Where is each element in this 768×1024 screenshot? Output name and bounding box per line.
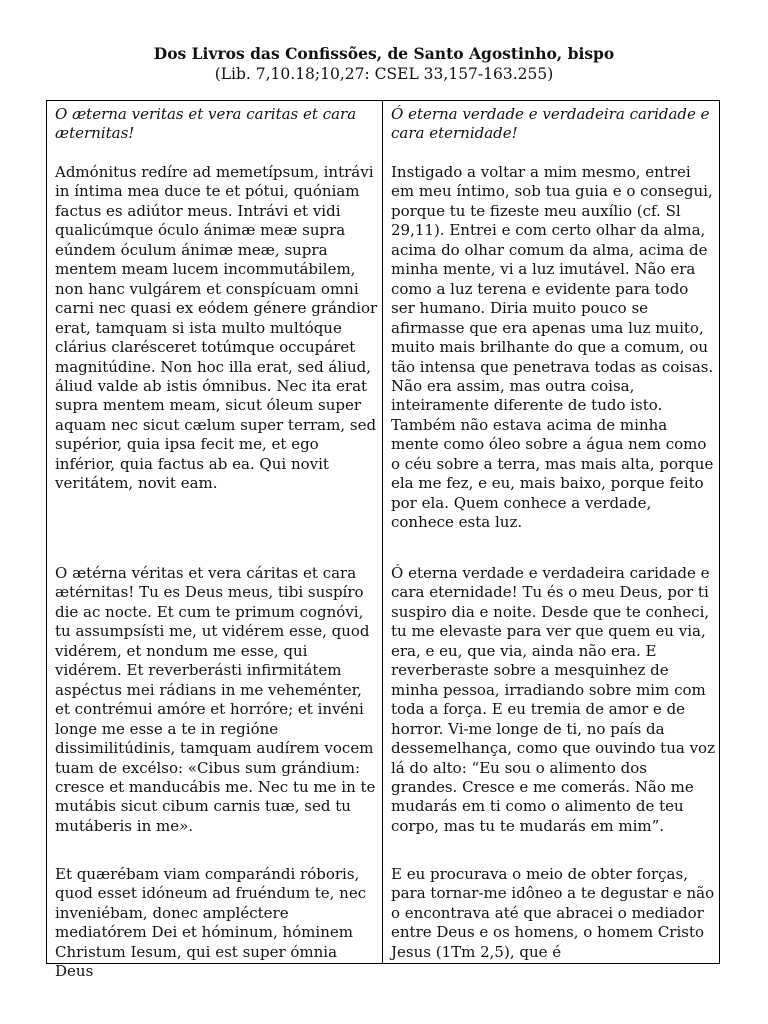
portuguese-paragraph-1: Instigado a voltar a mim mesmo, entrei em meu íntimo, sob tua guia e o consegui, porque tu te fizeste meu auxílio (cf. Sl 29,11). Entrei e com certo olhar da alma, acima do olhar comum da alma, acima de minha mente, vi a luz imutável. Não era como a luz terena e evidente para todo ser humano. Diria muito pouco se afirmasse que era apenas uma luz muito, muito mais brilhante do que a comum, ou tão intensa que penetrava todas as coisas. Não era assim, mas outra coisa, inteiramente diferente de tudo isto. Também não estava acima de minha mente como óleo sobre a água nem como o céu sobre a terra, mas mais alta, porque ela me fez, e eu, mais baixo, porque feito por ela. Quem conhece a verdade, conhece esta luz. [391,163,714,532]
document-reference: (Lib. 7,10.18;10,27: CSEL 33,157-163.255) [214,65,554,83]
portuguese-heading: Ó eterna verdade e verdadeira caridade e cara eternidade! [391,105,710,143]
latin-paragraph-1: Admónitus redíre ad memetípsum, intrávi in íntima mea duce te et pótui, quóniam factus es adiútor meus. Intrávi et vidi qualicúmque óculo ánimæ meæ supra eúndem óculum ánimæ meæ, supra mentem meam lucem incommutábilem, non hanc vulgárem et conspícuam omni carni nec quasi ex eódem génere grándior erat, tamquam si ista multo multóque clárius clarésceret totúmque occupáret magnitúdine. Non hoc illa erat, sed áliud, áliud valde ab istis ómnibus. Nec ita erat supra mentem meam, sicut óleum super aquam nec sicut cælum super terram, sed supérior, quia ipsa fecit me, et ego inférior, quia factus ab ea. Qui novit veritátem, novit eam. [55,163,378,493]
portuguese-column [383,101,719,963]
latin-heading: O æterna veritas et vera caritas et cara æternitas! [55,105,357,143]
latin-paragraph-1-block [55,163,378,494]
latin-paragraph-3: Et quærébam viam comparándi róboris, quod esset idóneum ad fruéndum te, nec inveniébam, donec ampléctere mediatórem Dei et hóminum, hóminem Christum Iesum, qui est super ómnia Deus [55,865,367,981]
latin-heading-block [55,105,378,144]
portuguese-paragraph-3: E eu procurava o meio de obter forças, para tornar-me idôneo a te degustar e não o encontrava até que abracei o mediador entre Deus e os homens, o homem Cristo Jesus (1Tm 2,5), que é [391,865,715,961]
portuguese-paragraph-2-block [391,564,715,836]
latin-column [47,101,383,981]
latin-paragraph-2: O ætérna véritas et vera cáritas et cara ætérnitas! Tu es Deus meus, tibi suspíro die ac nocte. Et cum te primum cognóvi, tu assumpsísti me, ut vidérem esse, quod vidérem, et nondum me esse, qui vidérem. Et reverberásti infirmitátem aspéctus mei rádians in me veheménter, et contrémui amóre et horróre; et invéni longe me esse a te in regióne dissimilitúdinis, tamquam audírem vocem tuam de excélso: «Cibus sum grándium: cresce et manducábis me. Nec tu me in te mutábis sicut cibum carnis tuæ, sed tu mutáberis in me». [55,564,376,835]
latin-paragraph-2-block [55,564,378,836]
document-title: Dos Livros das Confissões, de Santo Agostinho, bispo [153,44,615,63]
latin-paragraph-3-block [55,865,378,982]
portuguese-paragraph-1-block [391,163,715,533]
portuguese-paragraph-3-block [391,865,715,962]
document-header [0,44,768,84]
parallel-text-table [46,100,720,981]
portuguese-paragraph-2: Ó eterna verdade e verdadeira caridade e cara eternidade! Tu és o meu Deus, por ti suspiro dia e noite. Desde que te conheci, tu me elevaste para ver que quem eu via, era, e eu, que via, ainda não era. E reverberaste sobre a mesquinhez de minha pessoa, irradiando sobre mim com toda a força. E eu tremia de amor e de horror. Vi-me longe de ti, no país da dessemelhança, como que ouvindo tua voz lá do alto: “Eu sou o alimento dos grandes. Cresce e me comerás. Não me mudarás em ti como o alimento de teu corpo, mas tu te mudarás em mim”. [391,564,715,835]
portuguese-heading-block [391,105,715,144]
